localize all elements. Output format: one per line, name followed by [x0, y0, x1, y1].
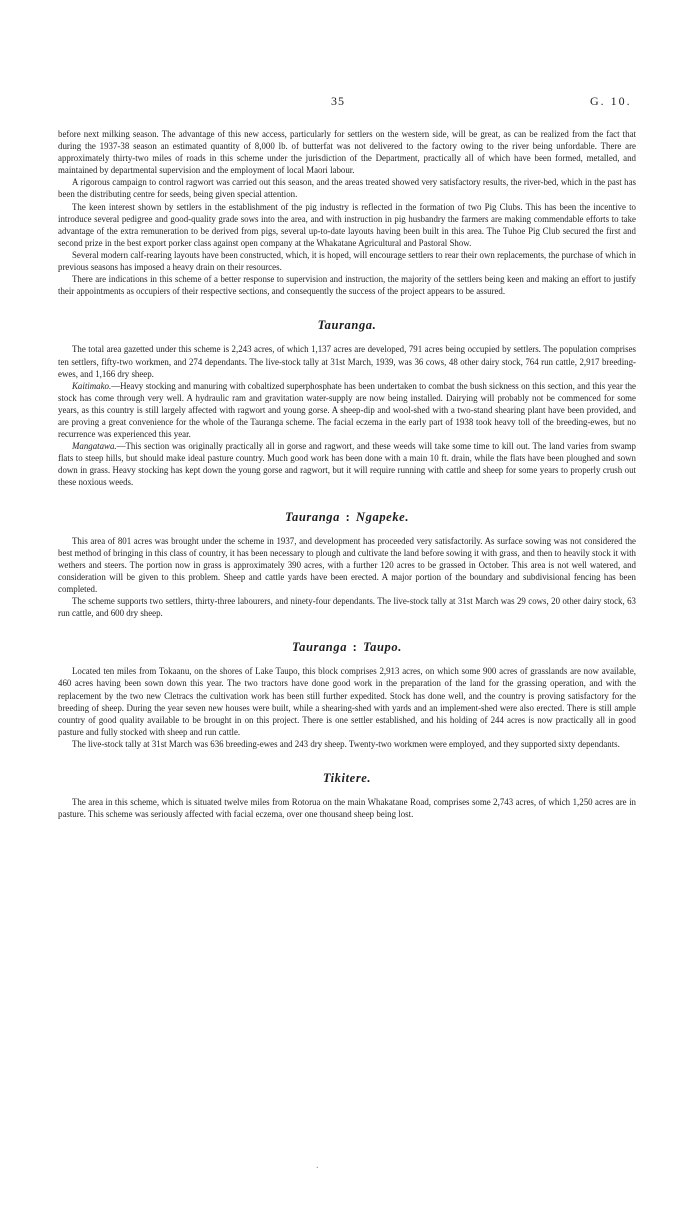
- taupo-paragraph-1: Located ten miles from Tokaanu, on the shores of Lake Taupo, this block comprises 2,913 acres, on which some 900 acres of grasslands are now available, 460 acres having been sown down this year. The two tractors have done good work in the preparation of the land for the grassing operation, and with the replacement by the two new Cletracs the cultivation work has been still further expedited. Stock has done well, and the country is proving satisfactory for the breeding of sheep. During the year seven new houses were built, while a shearing-shed with yards and an implement-shed were also erected. There is still ample country of good quality available to be brought in on this project. There is one settler established, and his holding of 244 acres is now practically all in good pasture and fully stocked with sheep and run cattle.: [58, 666, 636, 737]
- document-body: [58, 128, 636, 820]
- taupo-paragraph-2: The live-stock tally at 31st March was 636 breeding-ewes and 243 dry sheep. Twenty-two workmen were employed, and they supported sixty dependants.: [72, 738, 620, 749]
- tauranga-mangatawa-paragraph: [58, 440, 636, 488]
- ngapeke-heading-right: Ngapeke.: [356, 509, 410, 524]
- section-heading-taupo: [58, 641, 636, 653]
- intro-paragraph-4: Several modern calf-rearing layouts have been constructed, which, it is hoped, will encourage settlers to rear their own replacements, the purchase of which in previous seasons has imposed a heavy drain on their resources.: [58, 249, 636, 273]
- mangatawa-text: —This section was originally practically all in gorse and ragwort, and these weeds will take some time to kill out. The land varies from swamp flats to steep hills, but should make ideal pasture country. Much good work has been done with a main 10 ft. drain, while the flats have been ploughed and sown down in grass. Heavy stocking has kept down the young gorse and ragwort, but it will require running with cattle and sheep for some years to properly crush out these noxious weeds.: [58, 441, 636, 488]
- intro-paragraph-3: The keen interest shown by settlers in the establishment of the pig industry is reflected in the formation of two Pig Clubs. This has been the incentive to introduce several pedigree and good-quality grade sows into the area, and with instruction in pig husbandry the farmers are making commendable efforts to take advantage of the extra remuneration to be derived from pigs, several up-to-date layouts having been built in this area. The Tuhoe Pig Club secured the first and second prize in the best export porker class against open company at the Whakatane Agricultural and Pastoral Show.: [58, 201, 636, 248]
- tauranga-kaitimako-paragraph: [58, 380, 636, 440]
- footer-mark: .: [316, 1160, 319, 1171]
- kaitimako-subheading: Kaitimako.: [72, 380, 112, 391]
- section-heading-tauranga: Tauranga.: [317, 318, 377, 333]
- taupo-heading-left: Tauranga: [292, 640, 348, 655]
- intro-paragraph-2: A rigorous campaign to control ragwort was carried out this season, and the areas treated showed very satisfactory results, the river-bed, which in the past has been the distributing centre for seeds, being given special attention.: [58, 177, 636, 200]
- tauranga-paragraph-1: The total area gazetted under this scheme is 2,243 acres, of which 1,137 acres are developed, 791 acres being occupied by settlers. The population comprises ten settlers, fifty-two workmen, and 274 dependants. The live-stock tally at 31st March, 1939, was 36 cows, 48 other dairy stock, 764 run cattle, 2,917 breeding-ewes, and 1,166 dry sheep.: [58, 344, 636, 379]
- ngapeke-heading-left: Tauranga: [284, 509, 340, 524]
- taupo-heading-right: Taupo.: [363, 640, 402, 655]
- intro-paragraph-1: before next milking season. The advantage of this new access, particularly for settlers on the western side, will be great, as can be realized from the fact that during the 1937-38 season an estimated quantity of 8,000 lb. of butterfat was not delivered to the factory owing to the river being unfordable. There are approximately thirty-two miles of roads in this scheme under the jurisdiction of the Department, practically all of which have been formed, metalled, and maintained by departmental supervision and the employment of local Maori labour.: [58, 129, 636, 176]
- mangatawa-subheading: Mangatawa.: [72, 441, 117, 452]
- section-heading-tikitere: Tikitere.: [322, 771, 372, 786]
- kaitimako-text: —Heavy stocking and manuring with cobaltized superphosphate has been undertaken to combat the bush sickness on this section, and this year the stock has come through very well. A hydraulic ram and gravitation water-supply are now being installed. Dairying will probably not be commenced for some years, as this country is still largely affected with ragwort and young gorse. A sheep-dip and wool-shed with a two-stand shearing plant have been provided, and are proving a great convenience for the whole of the Tauranga scheme. The facial eczema in the early part of 1938 took heavy toll of the breeding-ewes, but no recurrence was experienced this year.: [58, 380, 636, 440]
- tikitere-paragraph-1: The area in this scheme, which is situated twelve miles from Rotorua on the main Whakatane Road, comprises some 2,743 acres, of which 1,250 acres are in pasture. This scheme was seriously affected with facial eczema, over one thousand sheep being lost.: [58, 797, 636, 820]
- ngapeke-heading-separator: :: [345, 509, 351, 524]
- ngapeke-paragraph-1: This area of 801 acres was brought under the scheme in 1937, and development has proceeded very satisfactorily. As surface sowing was not considered the best method of bringing in this class of country, it has been necessary to plough and cultivate the land before sowing it with grass, and then to heavily stock it with wethers and steers. The portion now in grass is approximately 390 acres, with a further 120 acres to be grassed in October. This area is not well watered, and consideration will be given to this problem. Sheep and cattle yards have been erected. A major portion of the boundary and subdivisional fencing has been completed.: [58, 535, 636, 594]
- document-reference: G. 10.: [590, 94, 632, 108]
- ngapeke-paragraph-2: The scheme supports two settlers, thirty-three labourers, and ninety-four dependants. The live-stock tally at 31st March was 29 cows, 20 other dairy stock, 63 run cattle, and 600 dry sheep.: [58, 596, 636, 619]
- taupo-heading-separator: :: [352, 640, 358, 655]
- section-heading-ngapeke: [58, 511, 636, 523]
- page-number: 35: [331, 94, 345, 108]
- intro-paragraph-5: There are indications in this scheme of a better response to supervision and instruction, the majority of the settlers being keen and making an effort to justify their appointments as occupiers of their respective sections, and consequently the success of the project appears to be assured.: [58, 274, 636, 297]
